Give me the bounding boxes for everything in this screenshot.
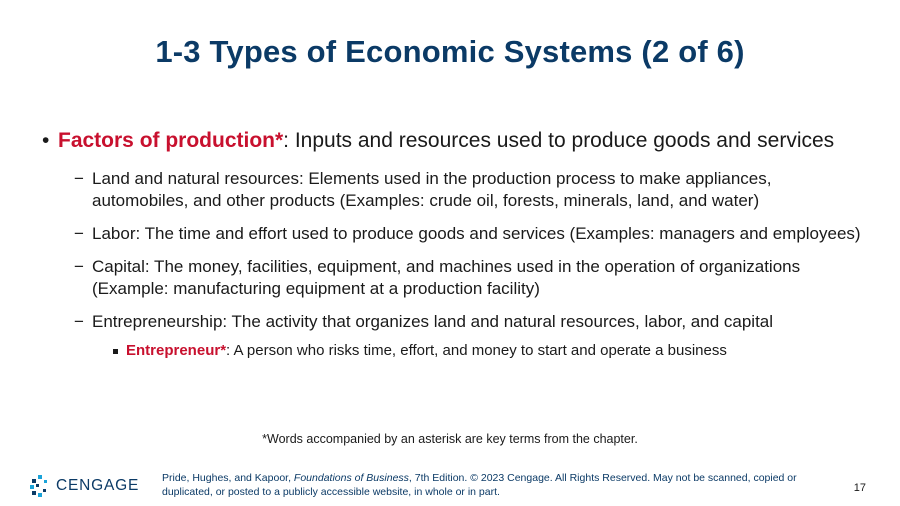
sub-bullet-land — [42, 168, 862, 212]
sub-bullet-capital — [42, 256, 862, 300]
sub-bullet-labor — [42, 223, 862, 245]
sub-bullet-text: Entrepreneurship: The activity that organizes land and natural resources, labor, and capital — [92, 312, 774, 331]
sub-bullet-entrepreneurship — [42, 311, 862, 333]
dash-marker: − — [74, 224, 84, 243]
sub-bullet-text: Land and natural resources: Elements used in the production process to make appliances, automobiles, and other products (Examples: crude oil, forests, minerals, land, and water) — [92, 169, 772, 210]
bullet-text: : Inputs and resources used to produce goods and services — [283, 129, 835, 152]
footnote: *Words accompanied by an asterisk are key terms from the chapter. — [262, 432, 638, 446]
key-term-factors-of-production: Factors of production* — [58, 129, 284, 152]
dash-marker: − — [74, 257, 84, 276]
sub-sub-bullet-entrepreneur — [42, 341, 862, 361]
sub-sub-bullet-text: : A person who risks time, effort, and money to start and operate a business — [226, 342, 727, 359]
copyright-text: , 7th Edition. © 2023 Cengage. All Rights Reserved. May not be scanned, copied or duplicated, or posted to a publicly accessible website, in whole or in part. — [162, 472, 797, 498]
page-number: 17 — [853, 482, 866, 494]
slide-title: 1-3 Types of Economic Systems (2 of 6) — [155, 34, 745, 69]
key-term-entrepreneur: Entrepreneur* — [126, 342, 227, 359]
copyright-authors: Pride, Hughes, and Kapoor, — [162, 472, 294, 484]
book-title: Foundations of Business — [293, 472, 409, 484]
cengage-logo-icon — [30, 475, 50, 497]
copyright-notice — [162, 472, 812, 499]
bullet-factors-of-production — [42, 128, 862, 154]
square-bullet-icon — [113, 349, 118, 354]
sub-bullet-text: Capital: The money, facilities, equipment, and machines used in the operation of organizations (Example: manufacturing equipment at a production facility) — [92, 257, 801, 298]
dash-marker: − — [74, 312, 84, 331]
slide-body — [42, 128, 862, 361]
dash-marker: − — [74, 169, 84, 188]
sub-bullet-text: Labor: The time and effort used to produce goods and services (Examples: managers and employees) — [92, 224, 861, 243]
bullet-marker: • — [42, 129, 50, 152]
logo-text: CENGAGE — [56, 477, 140, 494]
cengage-logo — [30, 474, 139, 498]
